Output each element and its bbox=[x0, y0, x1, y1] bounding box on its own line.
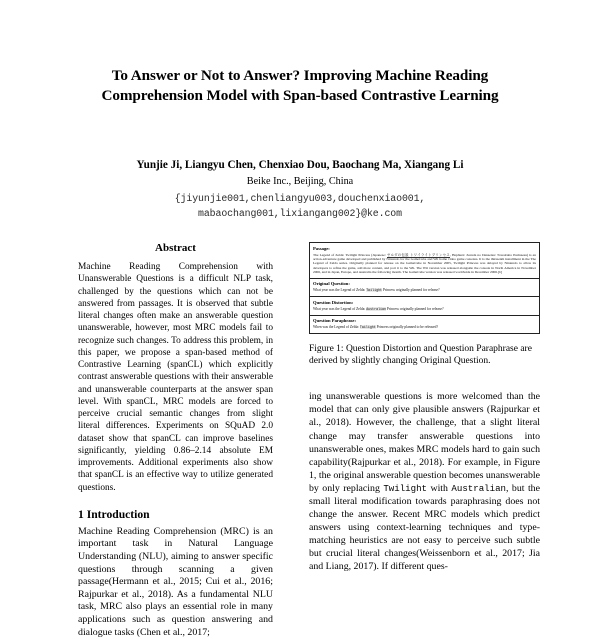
passage-label: Passage: bbox=[313, 245, 330, 251]
original-question-text bbox=[313, 288, 536, 293]
right-para-pre: ing unanswerable questions is more welcomed than the model that can only give plausible answers (Rajpurkar et al., 2018). However, the challenge, that a slight literal change may transfer answerable questions into unanswerable ones, makes MRC models hard to gain such capability(Rajpurkar et al., 2018). For example, in Figure 1, the original answerable question becomes unanswerable by only replacing bbox=[309, 391, 540, 494]
author-emails bbox=[60, 188, 540, 221]
paraphrase-q-span: Twilight bbox=[359, 325, 376, 330]
original-question-label: Original Question: bbox=[313, 281, 350, 287]
figure-1-box bbox=[309, 242, 540, 334]
figure-1-caption: Figure 1: Question Distortion and Question Paraphrase are derived by slightly changing Original Question. bbox=[309, 344, 532, 367]
title-line-1: To Answer or Not to Answer? Improving Machine Reading bbox=[111, 67, 489, 84]
code-australian: Australian bbox=[451, 482, 506, 494]
affiliation: Beike Inc., Beijing, China bbox=[246, 176, 354, 187]
passage-japanese: ゼルダの伝説 トワイライトプリンセス bbox=[386, 252, 450, 257]
distortion-label: Question Distortion: bbox=[313, 299, 354, 305]
introduction-paragraph: Machine Reading Comprehension (MRC) is an important task in Natural Language Understanding (NLU), aiming to answer specific questions through scanning a given passage(Hermann et al., 2015; Cui et al., 2016; Rajpurkar et al., 2018). As a fundamental NLU task, MRC also plays an essential role in many applications such as question answering and dialogue tasks (Chen et al., 2017; bbox=[78, 525, 273, 638]
figure-paraphrase-cell bbox=[310, 316, 539, 334]
distortion-question-text bbox=[313, 307, 536, 312]
code-twilight: Twilight bbox=[383, 482, 427, 494]
abstract-heading: Abstract bbox=[155, 242, 196, 254]
paraphrase-q-post: Princess originally planned to be released? bbox=[376, 325, 439, 330]
passage-part-2: , Hepburn: Zeruda no Densetsu: Towairaito Purinsesu) is an action-adventure game developed and published by Nintendo for the GameCube and Wii home video game consoles. It is the thirteenth installment in the The Legend of Zelda series. Originally planned for release on the GameCube in November 2005, Twilight Princess was delayed by Nintendo to allow its developers to refine the game, add more content, and port it to the Wii. The Wii version was released alongside the console in North America in November 2006, and in Japan, Europe, and Australia the following month. The GameCube version was released worldwide in December 2006.[b] bbox=[313, 252, 536, 275]
right-column-body-wrap bbox=[309, 367, 540, 573]
title-line-2: Comprehension Model with Span-based Contrastive Learning bbox=[101, 86, 499, 104]
original-q-post: Princess originally planned for release? bbox=[382, 288, 440, 293]
author-list: Yunjie Ji, Liangyu Chen, Chenxiao Dou, Baochang Ma, Xiangang Li bbox=[136, 159, 464, 171]
original-q-span: Twilight bbox=[366, 288, 383, 293]
paraphrase-question-text bbox=[313, 325, 536, 330]
page-title bbox=[60, 0, 540, 105]
right-column-paragraph bbox=[309, 390, 540, 573]
abstract-text: Machine Reading Comprehension with Unanswerable Questions is a difficult NLP task, challenged by the questions which can not be answered from passages. It is observed that subtle literal changes often make an answerable question unanswerable, however, most MRC models fail to recognize such changes. To address this problem, in this paper, we propose a span-based method of Contrastive Learning (spanCL) which explicitly contrast answerable questions with their answerable and unanswerable counterparts at the answer span level. With spanCL, MRC models are forced to perceive crucial semantic changes from slight literal differences. Experiments on SQuAD 2.0 dataset show that spanCL can improve baselines significantly, yielding 0.86–2.14 absolute EM improvements. Additional experiments also show that spanCL is an effective way to utilize generated questions. bbox=[78, 262, 273, 493]
email-line-1: {jiyunjie001,chenliangyu003,douchenxiao001, bbox=[174, 193, 426, 204]
figure-original-question-cell bbox=[310, 279, 539, 298]
figure-passage-cell bbox=[310, 243, 539, 279]
email-line-2: mabaochang001,lixiangang002}@ke.com bbox=[198, 207, 402, 219]
distortion-q-post: Princess originally planned for release? bbox=[386, 306, 444, 311]
distortion-q-pre: What year was the Legend of Zelda: bbox=[313, 306, 366, 311]
left-column bbox=[60, 242, 291, 639]
right-para-post: , but the small literal modification towards paraphrasing does not change the answer. Recent MRC models which predict answers using context-learning techniques and type-matching heuristics are not easy to perceive such subtle but crucial literal changes(Weissenborn et al., 2017; Jia and Liang, 2017). If different ques- bbox=[309, 482, 540, 573]
paraphrase-label: Question Paraphrase: bbox=[313, 318, 357, 324]
two-column-body bbox=[60, 221, 540, 639]
introduction-heading: 1 Introduction bbox=[78, 507, 150, 521]
figure-distortion-cell bbox=[310, 297, 539, 316]
passage-text bbox=[313, 253, 536, 275]
original-q-pre: What year was the Legend of Zelda: bbox=[313, 288, 366, 293]
distortion-q-span: Australian bbox=[366, 306, 386, 311]
passage-part-1: The Legend of Zelda: Twilight Princess (Japanese: bbox=[313, 252, 387, 257]
right-para-mid: with bbox=[427, 482, 452, 494]
right-column bbox=[309, 242, 540, 639]
paraphrase-q-pre: When was the Legend of Zelda: bbox=[313, 325, 360, 330]
